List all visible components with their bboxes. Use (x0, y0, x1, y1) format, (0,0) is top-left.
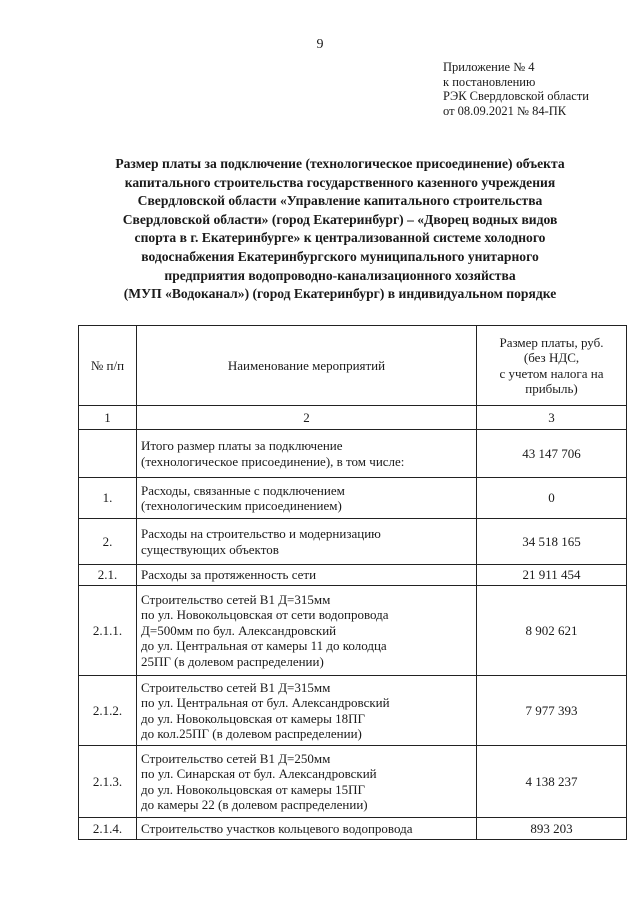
row-name (137, 676, 477, 746)
table-row (79, 430, 627, 478)
table-row (79, 746, 627, 818)
title-line: спорта в г. Екатеринбурге» к централизованной системе холодного (134, 230, 546, 246)
table-row (79, 586, 627, 676)
row-name-line: Расходы за протяженность сети (141, 567, 317, 583)
col-number: 1 (79, 406, 137, 430)
row-name (137, 430, 477, 478)
row-name-line: Расходы, связанные с подключением (141, 482, 345, 498)
row-name-line: 25ПГ (в долевом распределении) (141, 653, 324, 669)
row-name-line: Д=500мм по бул. Александровский (141, 622, 337, 638)
row-name-line: по ул. Синарская от бул. Александровский (141, 766, 377, 781)
table-header-row (79, 326, 627, 406)
header-fee-line: (без НДС, (523, 350, 580, 365)
row-name (137, 818, 477, 840)
title-line: капитального строительства государственного казенного учреждения (124, 174, 556, 190)
row-value: 21 911 454 (477, 565, 627, 586)
row-name-line: по ул. Центральная от бул. Александровский (141, 695, 390, 710)
row-name (137, 519, 477, 565)
row-name-line: до ул. Новокольцовская от камеры 15ПГ (141, 781, 366, 797)
table-row (79, 519, 627, 565)
table-row (79, 676, 627, 746)
row-name-line: Расходы на строительство и модернизацию (141, 526, 381, 541)
title-line: Свердловской области» (город Екатеринбург) – «Дворец водных видов (122, 211, 558, 227)
appendix-line: Приложение № 4 (443, 60, 535, 74)
row-name-line: Строительство сетей В1 Д=250мм (141, 750, 331, 766)
row-number: 2.1.1. (79, 586, 137, 676)
row-name (137, 746, 477, 818)
row-number: 2.1.4. (79, 818, 137, 840)
appendix-block (443, 60, 633, 118)
row-number: 2.1. (79, 565, 137, 586)
fee-table (78, 325, 627, 840)
row-value: 43 147 706 (477, 430, 627, 478)
column-number-row (79, 406, 627, 430)
table-row (79, 478, 627, 519)
title-line: водоснабжения Екатеринбургского муниципального унитарного (141, 248, 539, 264)
col-number: 2 (137, 406, 477, 430)
row-number: 2.1.2. (79, 676, 137, 746)
row-name-line: Строительство участков кольцевого водопровода (141, 820, 413, 836)
row-name-line: до кол.25ПГ (в долевом распределении) (141, 726, 362, 741)
header-name: Наименование мероприятий (137, 326, 477, 406)
row-name (137, 586, 477, 676)
row-value: 893 203 (477, 818, 627, 840)
col-number: 3 (477, 406, 627, 430)
row-name-line: до ул. Центральная от камеры 11 до колодца (141, 638, 387, 654)
appendix-line: к постановлению (443, 74, 536, 89)
page-number: 9 (316, 37, 324, 52)
row-name-line: до камеры 22 (в долевом распределении) (141, 797, 368, 812)
header-fee-line: с учетом налога на (499, 365, 604, 381)
row-value: 4 138 237 (477, 746, 627, 818)
row-number: 1. (79, 478, 137, 519)
row-value: 0 (477, 478, 627, 519)
document-title (60, 155, 620, 304)
table-row (79, 565, 627, 586)
title-line: Свердловской области «Управление капитального строительства (137, 193, 543, 209)
row-value: 8 902 621 (477, 586, 627, 676)
header-fee (477, 326, 627, 406)
row-name-line: Строительство сетей В1 Д=315мм (141, 679, 331, 695)
appendix-line: от 08.09.2021 № 84-ПК (443, 103, 567, 118)
title-line: (МУП «Водоканал») (город Екатеринбург) в индивидуальном порядке (123, 286, 557, 302)
row-name-line: до ул. Новокольцовская от камеры 18ПГ (141, 710, 366, 726)
row-name (137, 565, 477, 586)
row-name-line: Итого размер платы за подключение (141, 438, 343, 453)
table-row (79, 818, 627, 840)
row-number (79, 430, 137, 478)
header-fee-line: прибыль) (525, 381, 578, 396)
row-name-line: (технологическое присоединение), в том числе: (141, 453, 405, 469)
row-name-line: по ул. Новокольцовская от сети водопровода (141, 607, 389, 623)
row-number: 2. (79, 519, 137, 565)
row-name-line: Строительство сетей В1 Д=315мм (141, 591, 331, 607)
row-value: 34 518 165 (477, 519, 627, 565)
title-line: предприятия водопроводно-канализационного хозяйства (164, 267, 516, 283)
row-name (137, 478, 477, 519)
title-line: Размер платы за подключение (технологическое присоединение) объекта (115, 156, 565, 171)
appendix-line: РЭК Свердловской области (443, 89, 589, 104)
row-value: 7 977 393 (477, 676, 627, 746)
row-name-line: существующих объектов (141, 541, 279, 557)
header-num: № п/п (79, 326, 137, 406)
row-name-line: (технологическим присоединением) (141, 498, 342, 513)
header-fee-line: Размер платы, руб. (499, 334, 604, 350)
row-number: 2.1.3. (79, 746, 137, 818)
